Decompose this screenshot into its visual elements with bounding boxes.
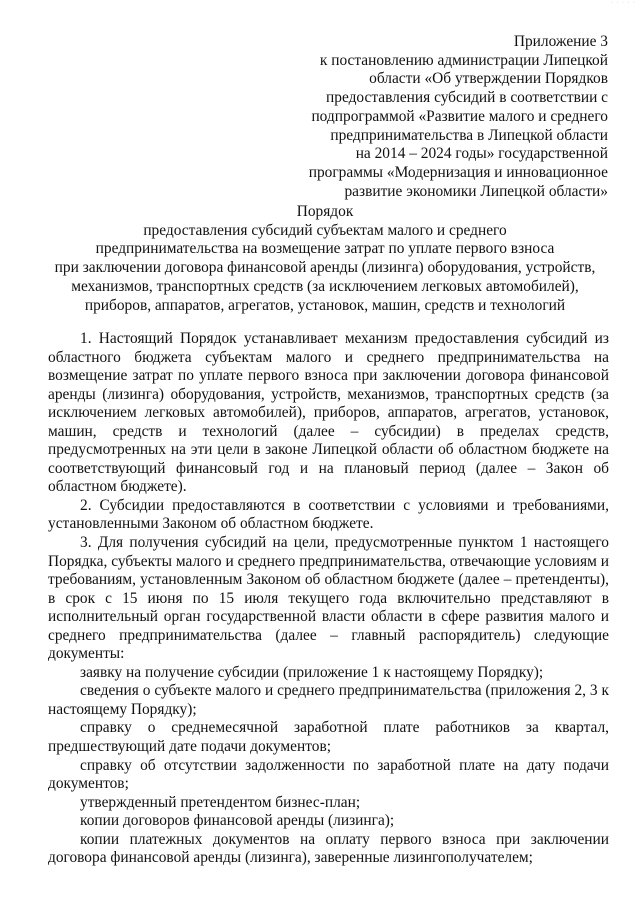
appendix-line: предпринимательства в Липецкой области	[330, 126, 608, 144]
paragraph-2: 2. Субсидии предоставляются в соответствии с условиями и требованиями, установленными Законом об областном бюджете.	[48, 496, 609, 533]
list-item-payment-documents: копии платежных документов на оплату первого взноса при заключении договора финансовой аренды (лизинга), заверенные лизингополучателем;	[48, 830, 609, 867]
appendix-line: на 2014 – 2024 годы» государственной	[355, 145, 608, 163]
list-item-application: заявку на получение субсидии (приложение 1 к настоящему Порядку);	[80, 663, 544, 681]
appendix-line: к постановлению администрации Липецкой	[319, 51, 608, 69]
scan-corner-mark: · · · · ·	[611, 0, 636, 6]
paragraph-3: 3. Для получения субсидий на цели, предусмотренные пунктом 1 настоящего Порядка, субъекты малого и среднего предпринимательства, отвечающие условиям и требованиям, установленным Законом об областном бюджете (далее – претенденты), в срок с 15 июня по 15 июля текущего года включительно представляют в исполнительный орган государственной власти области в сфере развития малого и среднего предпринимательства (далее – главный распорядитель) следующие документы:	[48, 534, 609, 663]
title-line: приборов, аппаратов, агрегатов, установок, машин, средств и технологий	[84, 296, 566, 314]
appendix-line: Приложение 3	[513, 33, 608, 50]
list-item-entity-info: сведения о субъекте малого и среднего предпринимательства (приложения 2, 3 к настоящему Порядку);	[48, 682, 609, 718]
paragraph-1: 1. Настоящий Порядок устанавливает механизм предоставления субсидий из областного бюджета субъектам малого и среднего предпринимательства на возмещение затрат по уплате первого взноса при заключении договора финансовой аренды (лизинга) оборудования, устройств, механизмов, транспортных средств (за исключением легковых автомобилей), приборов, аппаратов, агрегатов, установок, машин, средств и технологий (далее – субсидии) в пределах средств, предусмотренных на эти цели в законе Липецкой области об областном бюджете на соответствующий финансовый год и на плановый период (далее – Закон об областном бюджете).	[48, 330, 609, 496]
appendix-line: области «Об утверждении Порядков	[369, 70, 608, 88]
appendix-block	[290, 33, 608, 201]
appendix-line: развитие экономики Липецкой области»	[344, 182, 608, 200]
title-heading: Порядок	[296, 203, 354, 220]
title-line: предоставления субсидий субъектам малого и среднего	[143, 221, 507, 239]
title-line: механизмов, транспортных средств (за исключением легковых автомобилей),	[71, 277, 579, 295]
list-item-salary-certificate: справку о среднемесячной заработной плате работников за квартал, предшествующий дате подачи документов;	[48, 719, 609, 756]
title-line: предпринимательства на возмещение затрат по уплате первого взноса	[95, 240, 555, 258]
document-title	[42, 203, 608, 315]
appendix-line: подпрограммой «Развитие малого и среднего	[311, 107, 608, 125]
appendix-line: программы «Модернизация и инновационное	[308, 163, 608, 181]
list-item-leasing-contracts: копии договоров финансовой аренды (лизинга);	[80, 812, 395, 830]
title-line: при заключении договора финансовой аренды (лизинга) оборудования, устройств,	[54, 259, 596, 277]
list-item-business-plan: утвержденный претендентом бизнес-план;	[80, 793, 361, 811]
list-item-no-debt-certificate: справку об отсутствии задолженности по заработной плате на дату подачи документов;	[48, 756, 609, 793]
appendix-line: предоставления субсидий в соответствии с	[326, 89, 608, 107]
document-body	[48, 330, 609, 868]
